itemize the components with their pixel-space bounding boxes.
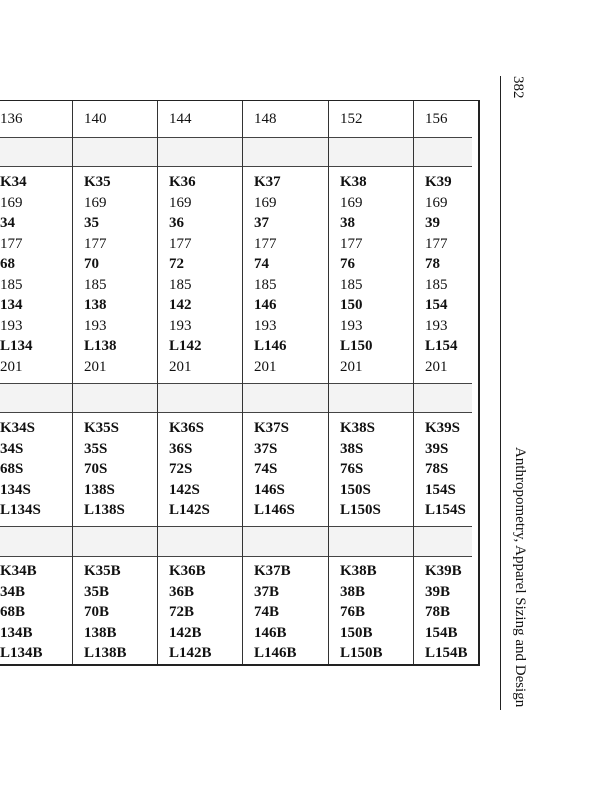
column-header: 148	[254, 111, 277, 127]
table-cell: K37	[254, 174, 281, 190]
table-cell: L154S	[425, 502, 466, 518]
table-cell: L150	[340, 338, 373, 354]
table-cell: 169	[340, 194, 363, 211]
table-cell: 154S	[425, 481, 456, 498]
table-cell: 142B	[169, 624, 202, 641]
table-cell: L150S	[340, 502, 381, 518]
table-cell: 39B	[425, 583, 451, 600]
table-cell: 169	[425, 194, 448, 211]
table-cell: 193	[169, 317, 192, 334]
table-cell: 72B	[169, 604, 195, 620]
table-cell: 185	[254, 276, 277, 293]
table-cell: 193	[254, 317, 277, 334]
table-band-1	[0, 137, 472, 167]
table-cell: 72S	[169, 461, 193, 477]
table-cell: K34B	[0, 563, 37, 579]
table-cell: K38B	[340, 563, 377, 579]
table-cell: 193	[84, 317, 107, 334]
table-cell: L142	[169, 338, 202, 354]
table-cell: 74	[254, 256, 269, 272]
table-cell: 36S	[169, 440, 193, 457]
table-cell: 76	[340, 256, 355, 272]
column-header: 156	[425, 111, 448, 127]
table-cell: 177	[169, 235, 192, 252]
table-cell: 34S	[0, 440, 24, 457]
table-cell: 154	[425, 297, 448, 313]
table-cell: 72	[169, 256, 184, 272]
table-cell: 76S	[340, 461, 364, 477]
table-cell: 193	[0, 317, 23, 334]
table-cell: 169	[84, 194, 107, 211]
column-divider	[157, 101, 158, 664]
page-number: 382	[510, 76, 526, 99]
table-cell: 146S	[254, 481, 285, 498]
table-cell: 177	[84, 235, 107, 252]
table-cell: 78B	[425, 604, 451, 620]
table-cell: 36	[169, 215, 184, 231]
table-cell: K34	[0, 174, 27, 190]
table-cell: 201	[254, 358, 277, 375]
table-cell: 134	[0, 297, 23, 313]
table-cell: 185	[84, 276, 107, 293]
table-cell: 74S	[254, 461, 278, 477]
table-cell: 134S	[0, 481, 31, 498]
table-cell: 177	[0, 235, 23, 252]
table-cell: K37S	[254, 420, 290, 436]
table-cell: 68	[0, 256, 15, 272]
column-header: 152	[340, 111, 363, 127]
table-cell: K36	[169, 174, 196, 190]
table-cell: 35	[84, 215, 99, 231]
table-cell: 201	[425, 358, 448, 375]
table-cell: 76B	[340, 604, 366, 620]
table-cell: L146	[254, 338, 287, 354]
table-cell: 78S	[425, 461, 449, 477]
table-cell: 39	[425, 215, 440, 231]
size-table	[0, 100, 480, 666]
table-cell: 150	[340, 297, 363, 313]
table-cell: K36B	[169, 563, 206, 579]
table-cell: 38B	[340, 583, 366, 600]
table-cell: 37B	[254, 583, 280, 600]
table-cell: K35S	[84, 420, 120, 436]
table-cell: 70	[84, 256, 99, 272]
table-cell: 36B	[169, 583, 195, 600]
table-cell: 146B	[254, 624, 287, 641]
table-cell: L154B	[425, 645, 468, 661]
table-cell: L134S	[0, 502, 41, 518]
table-cell: L150B	[340, 645, 383, 661]
running-head: Anthropometry, Apparel Sizing and Design	[512, 447, 528, 708]
table-cell: 78	[425, 256, 440, 272]
table-cell: 142S	[169, 481, 200, 498]
table-band-3	[0, 526, 472, 557]
table-cell: 38S	[340, 440, 364, 457]
table-cell: 201	[169, 358, 192, 375]
table-cell: 193	[425, 317, 448, 334]
table-cell: L138B	[84, 645, 127, 661]
table-band-2	[0, 383, 472, 413]
table-cell: 70S	[84, 461, 108, 477]
table-cell: 138S	[84, 481, 115, 498]
table-cell: L134	[0, 338, 33, 354]
table-cell: 154B	[425, 624, 458, 641]
table-cell: 177	[340, 235, 363, 252]
table-cell: 177	[425, 235, 448, 252]
table-cell: L154	[425, 338, 458, 354]
table-cell: L138	[84, 338, 117, 354]
column-divider	[328, 101, 329, 664]
table-cell: L138S	[84, 502, 125, 518]
table-cell: 35B	[84, 583, 110, 600]
table-cell: 150S	[340, 481, 371, 498]
table-cell: 34B	[0, 583, 26, 600]
table-cell: 38	[340, 215, 355, 231]
column-divider	[72, 101, 73, 664]
table-cell: L146S	[254, 502, 295, 518]
table-cell: 138B	[84, 624, 117, 641]
column-header: 144	[169, 111, 192, 127]
column-divider	[242, 101, 243, 664]
table-cell: 177	[254, 235, 277, 252]
table-cell: 185	[0, 276, 23, 293]
table-cell: 70B	[84, 604, 110, 620]
column-divider	[413, 101, 414, 664]
table-cell: L146B	[254, 645, 297, 661]
table-cell: 68S	[0, 461, 24, 477]
table-cell: 169	[0, 194, 23, 211]
table-cell: 150B	[340, 624, 373, 641]
table-cell: K39	[425, 174, 452, 190]
table-cell: K39S	[425, 420, 461, 436]
table-cell: 185	[425, 276, 448, 293]
table-cell: 169	[254, 194, 277, 211]
table-cell: 39S	[425, 440, 449, 457]
table-cell: 201	[0, 358, 23, 375]
margin-rule	[500, 76, 501, 710]
table-cell: 142	[169, 297, 192, 313]
table-cell: K35	[84, 174, 111, 190]
table-cell: K39B	[425, 563, 462, 579]
table-cell: K34S	[0, 420, 36, 436]
table-cell: 35S	[84, 440, 108, 457]
table-cell: 201	[84, 358, 107, 375]
table-cell: 134B	[0, 624, 33, 641]
table-cell: K37B	[254, 563, 291, 579]
table-cell: 201	[340, 358, 363, 375]
table-cell: 74B	[254, 604, 280, 620]
table-cell: K38	[340, 174, 367, 190]
table-cell: K38S	[340, 420, 376, 436]
table-cell: 37	[254, 215, 269, 231]
table-cell: 146	[254, 297, 277, 313]
table-cell: 185	[340, 276, 363, 293]
column-header: 136	[0, 111, 23, 127]
column-header: 140	[84, 111, 107, 127]
table-cell: L134B	[0, 645, 43, 661]
table-cell: 34	[0, 215, 15, 231]
table-cell: 138	[84, 297, 107, 313]
table-cell: 37S	[254, 440, 278, 457]
table-cell: K35B	[84, 563, 121, 579]
table-cell: K36S	[169, 420, 205, 436]
table-cell: L142S	[169, 502, 210, 518]
table-cell: 169	[169, 194, 192, 211]
table-cell: 185	[169, 276, 192, 293]
table-cell: 68B	[0, 604, 26, 620]
table-cell: L142B	[169, 645, 212, 661]
table-cell: 193	[340, 317, 363, 334]
